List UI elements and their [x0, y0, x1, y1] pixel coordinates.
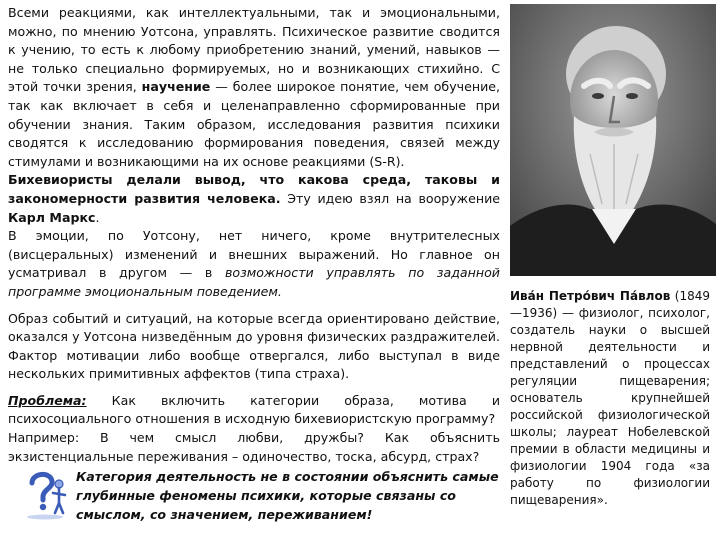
paragraph-problem: Проблема: Как включить категории образа, мотива и психосоциального отношения в исходную бихевиористскую программу? — [8, 392, 500, 427]
paragraph-behaviorists: Бихевиористы делали вывод, что какова среда, таковы и закономерности развития человека. Эту идею взял на вооружение Карл Маркс. — [8, 172, 500, 225]
paragraph-emotions: В эмоции, по Уотсону, нет ничего, кроме внутрителесных (висцеральных) изменений и внешних выражений. Но главное он усматривал в другом — в возможности управлять по заданной программе эмоциональным поведением. — [8, 228, 500, 299]
problem-label: Проблема: — [8, 392, 87, 408]
question-mark-figure-icon — [22, 469, 68, 521]
emotion-control-phrase: возможности управлять по заданной программе эмоциональным поведением. — [8, 265, 500, 299]
behaviorists-conclusion: Бихевиористы делали вывод, что какова среда, таковы и закономерности развития человека. — [8, 172, 500, 206]
main-text-column — [8, 4, 500, 524]
pavlov-portrait — [510, 4, 716, 276]
karl-marx: Карл Маркс — [8, 209, 96, 225]
portrait-caption: Ива́н Петро́вич Па́влов (1849 —1936) — физиолог, психолог, создатель науки о высшей нервной деятельности и представлений о процессах регуляции пищеварения; основатель крупнейшей российской физиологической школы; лауреат Нобелевской премии в области медицины и физиологии 1904 года «за работу по физиологии пищеварения». — [510, 289, 710, 507]
paragraph-image-events: Образ событий и ситуаций, на которые всегда ориентировано действие, оказался у Уотсона низведённым до уровня физических раздражителей. Фактор мотивации либо вообще отвергался, либо выступал в виде нескольких примитивных аффектов (типа страха). — [8, 310, 500, 382]
paragraph-example: Например: В чем смысл любви, дружбы? Как объяснить экзистенциальные переживания – одиночество, тоска, абсурд, страх? — [8, 430, 500, 464]
conclusion-block — [8, 467, 500, 524]
portrait-column — [510, 4, 716, 509]
pavlov-name: Ива́н Петро́вич Па́влов — [510, 289, 671, 303]
paragraph-learning: Всеми реакциями, как интеллектуальными, так и эмоциональными, можно, по мнению Уотсона, управлять. Психическое развитие сводится к учению, то есть к любому приобретению знаний, умений, навыков — не только специально формируемых, но и возникающих стихийно. С этой точки зрения, научение — более широкое понятие, чем обучение, так как включает в себя и целенаправленно сформированные при обучении знания. Таким образом, исследования развития психики сводятся к исследованию формирования поведения, связей между стимулами и возникающими на их основе реакциями (S-R). — [8, 5, 501, 169]
term-learning: научение — [141, 79, 211, 95]
conclusion-text: Категория деятельность не в состоянии объяснить самые глубинные феномены психики, которые связаны со смыслом, со значением, переживанием! — [76, 469, 499, 523]
